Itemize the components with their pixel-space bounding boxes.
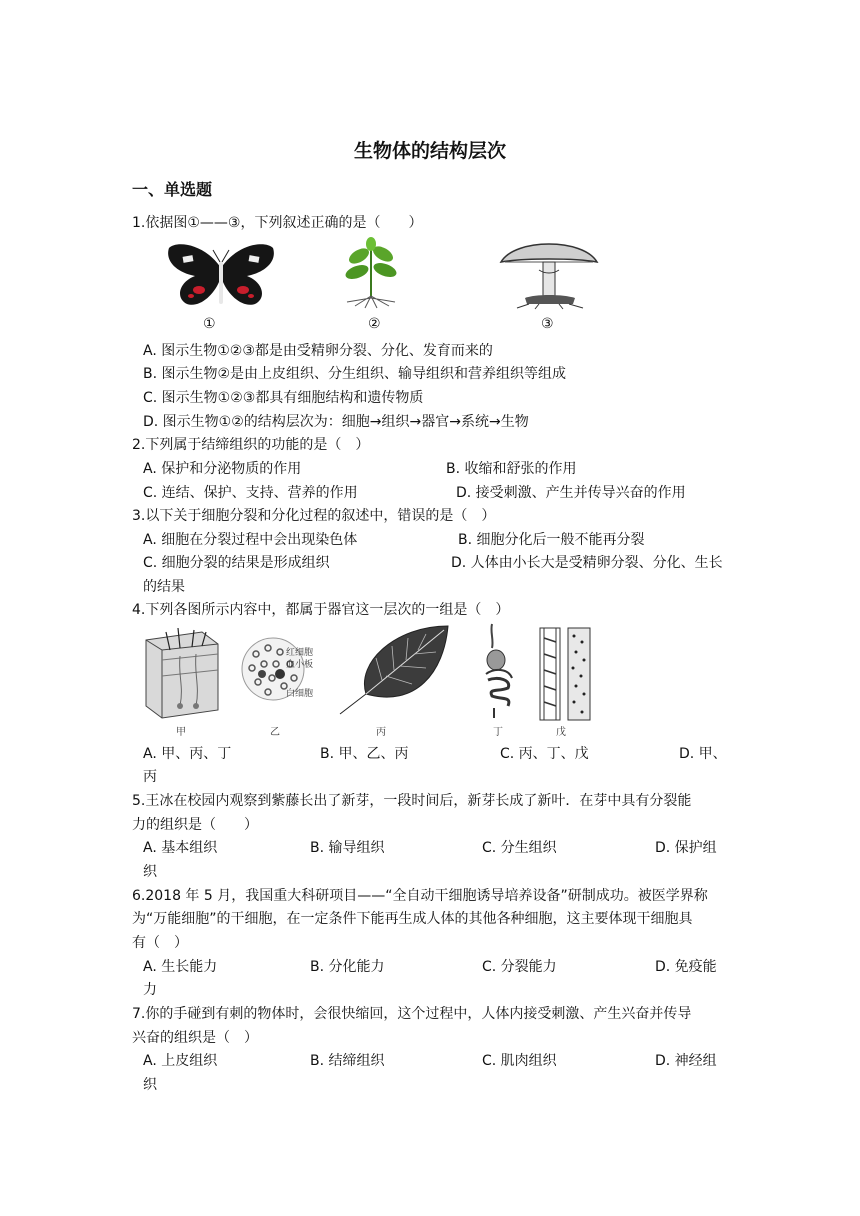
q6-option-d[interactable]: D. 免疫能 bbox=[655, 959, 717, 975]
fig-label-yi: 乙 bbox=[270, 727, 280, 738]
q2-option-a[interactable]: A. 保护和分泌物质的作用 bbox=[143, 461, 302, 477]
q6-option-b[interactable]: B. 分化能力 bbox=[310, 959, 385, 975]
q7-option-d[interactable]: D. 神经组 bbox=[655, 1053, 717, 1069]
q3-option-b[interactable]: B. 细胞分化后一般不能再分裂 bbox=[458, 532, 645, 548]
digestive-system-figure bbox=[478, 622, 522, 720]
question-6-stem-line2: 为“万能细胞”的干细胞，在一定条件下能再生成人体的其他各种细胞，这主要体现干细胞具 bbox=[132, 911, 693, 927]
fig-label-wu: 戊 bbox=[556, 727, 566, 738]
question-6-stem-line3: 有（ ） bbox=[132, 935, 188, 951]
q3-option-a[interactable]: A. 细胞在分裂过程中会出现染色体 bbox=[143, 532, 358, 548]
q7-option-a[interactable]: A. 上皮组织 bbox=[143, 1053, 218, 1069]
fig-label-bing: 丙 bbox=[376, 727, 386, 738]
q1-option-a[interactable]: A. 图示生物①②③都是由受精卵分裂、分化、发育而来的 bbox=[143, 343, 493, 359]
q5-option-c[interactable]: C. 分生组织 bbox=[482, 840, 557, 856]
label-white-blood-cell: 白细胞 bbox=[286, 689, 314, 699]
figure-label-3: ③ bbox=[541, 316, 554, 332]
fig-label-ding: 丁 bbox=[493, 727, 503, 738]
page-title: 生物体的结构层次 bbox=[353, 140, 506, 162]
leaf-figure bbox=[336, 622, 452, 716]
q5-option-d[interactable]: D. 保护组 bbox=[655, 840, 717, 856]
question-6-stem-line1: 6.2018 年 5 月，我国重大科研项目——“全自动干细胞诱导培养设备”研制成功。被医学界称 bbox=[132, 888, 708, 904]
q2-option-d[interactable]: D. 接受刺激、产生并传导兴奋的作用 bbox=[456, 485, 686, 501]
q3-option-c[interactable]: C. 细胞分裂的结果是形成组织 bbox=[143, 555, 330, 571]
q3-option-d-wrap: 的结果 bbox=[143, 579, 185, 595]
q4-option-d-wrap: 丙 bbox=[143, 769, 157, 785]
fig-label-jia: 甲 bbox=[176, 727, 186, 738]
q6-option-c[interactable]: C. 分裂能力 bbox=[482, 959, 557, 975]
question-2-stem: 2.下列属于结缔组织的功能的是（ ） bbox=[132, 437, 370, 453]
vessel-tissue-figure bbox=[536, 626, 594, 722]
question-4-stem: 4.下列各图所示内容中，都属于器官这一层次的一组是（ ） bbox=[132, 602, 510, 618]
question-3-stem: 3.以下关于细胞分裂和分化过程的叙述中，错误的是（ ） bbox=[132, 508, 496, 524]
butterfly-figure bbox=[165, 238, 277, 310]
q7-option-b[interactable]: B. 结缔组织 bbox=[310, 1053, 385, 1069]
label-red-blood-cell: 红细胞 bbox=[286, 648, 314, 658]
label-platelet: 血小板 bbox=[286, 660, 314, 670]
q5-option-d-wrap: 织 bbox=[143, 864, 157, 880]
question-7-stem-line2: 兴奋的组织是（ ） bbox=[132, 1030, 258, 1046]
q7-option-c[interactable]: C. 肌肉组织 bbox=[482, 1053, 557, 1069]
q1-option-b[interactable]: B. 图示生物②是由上皮组织、分生组织、输导组织和营养组织等组成 bbox=[143, 366, 567, 382]
figure-label-2: ② bbox=[368, 316, 381, 332]
question-1-stem: 1.依据图①——③，下列叙述正确的是（ ） bbox=[132, 215, 423, 231]
q4-option-d[interactable]: D. 甲、 bbox=[679, 746, 727, 762]
q4-option-b[interactable]: B. 甲、乙、丙 bbox=[320, 746, 409, 762]
q7-option-d-wrap: 织 bbox=[143, 1077, 157, 1093]
q4-option-a[interactable]: A. 甲、丙、丁 bbox=[143, 746, 232, 762]
q4-option-c[interactable]: C. 丙、丁、戊 bbox=[500, 746, 589, 762]
question-5-stem-line2: 力的组织是（ ） bbox=[132, 817, 258, 833]
q1-option-c[interactable]: C. 图示生物①②③都具有细胞结构和遗传物质 bbox=[143, 390, 424, 406]
section-heading: 一、单选题 bbox=[132, 180, 213, 199]
q5-option-a[interactable]: A. 基本组织 bbox=[143, 840, 218, 856]
q6-option-d-wrap: 力 bbox=[143, 982, 157, 998]
q3-option-d[interactable]: D. 人体由小长大是受精卵分裂、分化、生长 bbox=[451, 555, 723, 571]
question-5-stem-line1: 5.王冰在校园内观察到紫藤长出了新芽，一段时间后，新芽长成了新叶．在芽中具有分裂能 bbox=[132, 793, 692, 809]
q2-option-b[interactable]: B. 收缩和舒张的作用 bbox=[446, 461, 577, 477]
q1-option-d[interactable]: D. 图示生物①②的结构层次为：细胞→组织→器官→系统→生物 bbox=[143, 414, 529, 430]
q2-option-c[interactable]: C. 连结、保护、支持、营养的作用 bbox=[143, 485, 358, 501]
skin-figure bbox=[140, 626, 222, 720]
plant-figure bbox=[335, 236, 407, 310]
q5-option-b[interactable]: B. 输导组织 bbox=[310, 840, 385, 856]
mushroom-figure bbox=[495, 236, 603, 310]
q6-option-a[interactable]: A. 生长能力 bbox=[143, 959, 218, 975]
figure-label-1: ① bbox=[203, 316, 216, 332]
question-7-stem-line1: 7.你的手碰到有刺的物体时，会很快缩回，这个过程中，人体内接受刺激、产生兴奋并传导 bbox=[132, 1006, 692, 1022]
